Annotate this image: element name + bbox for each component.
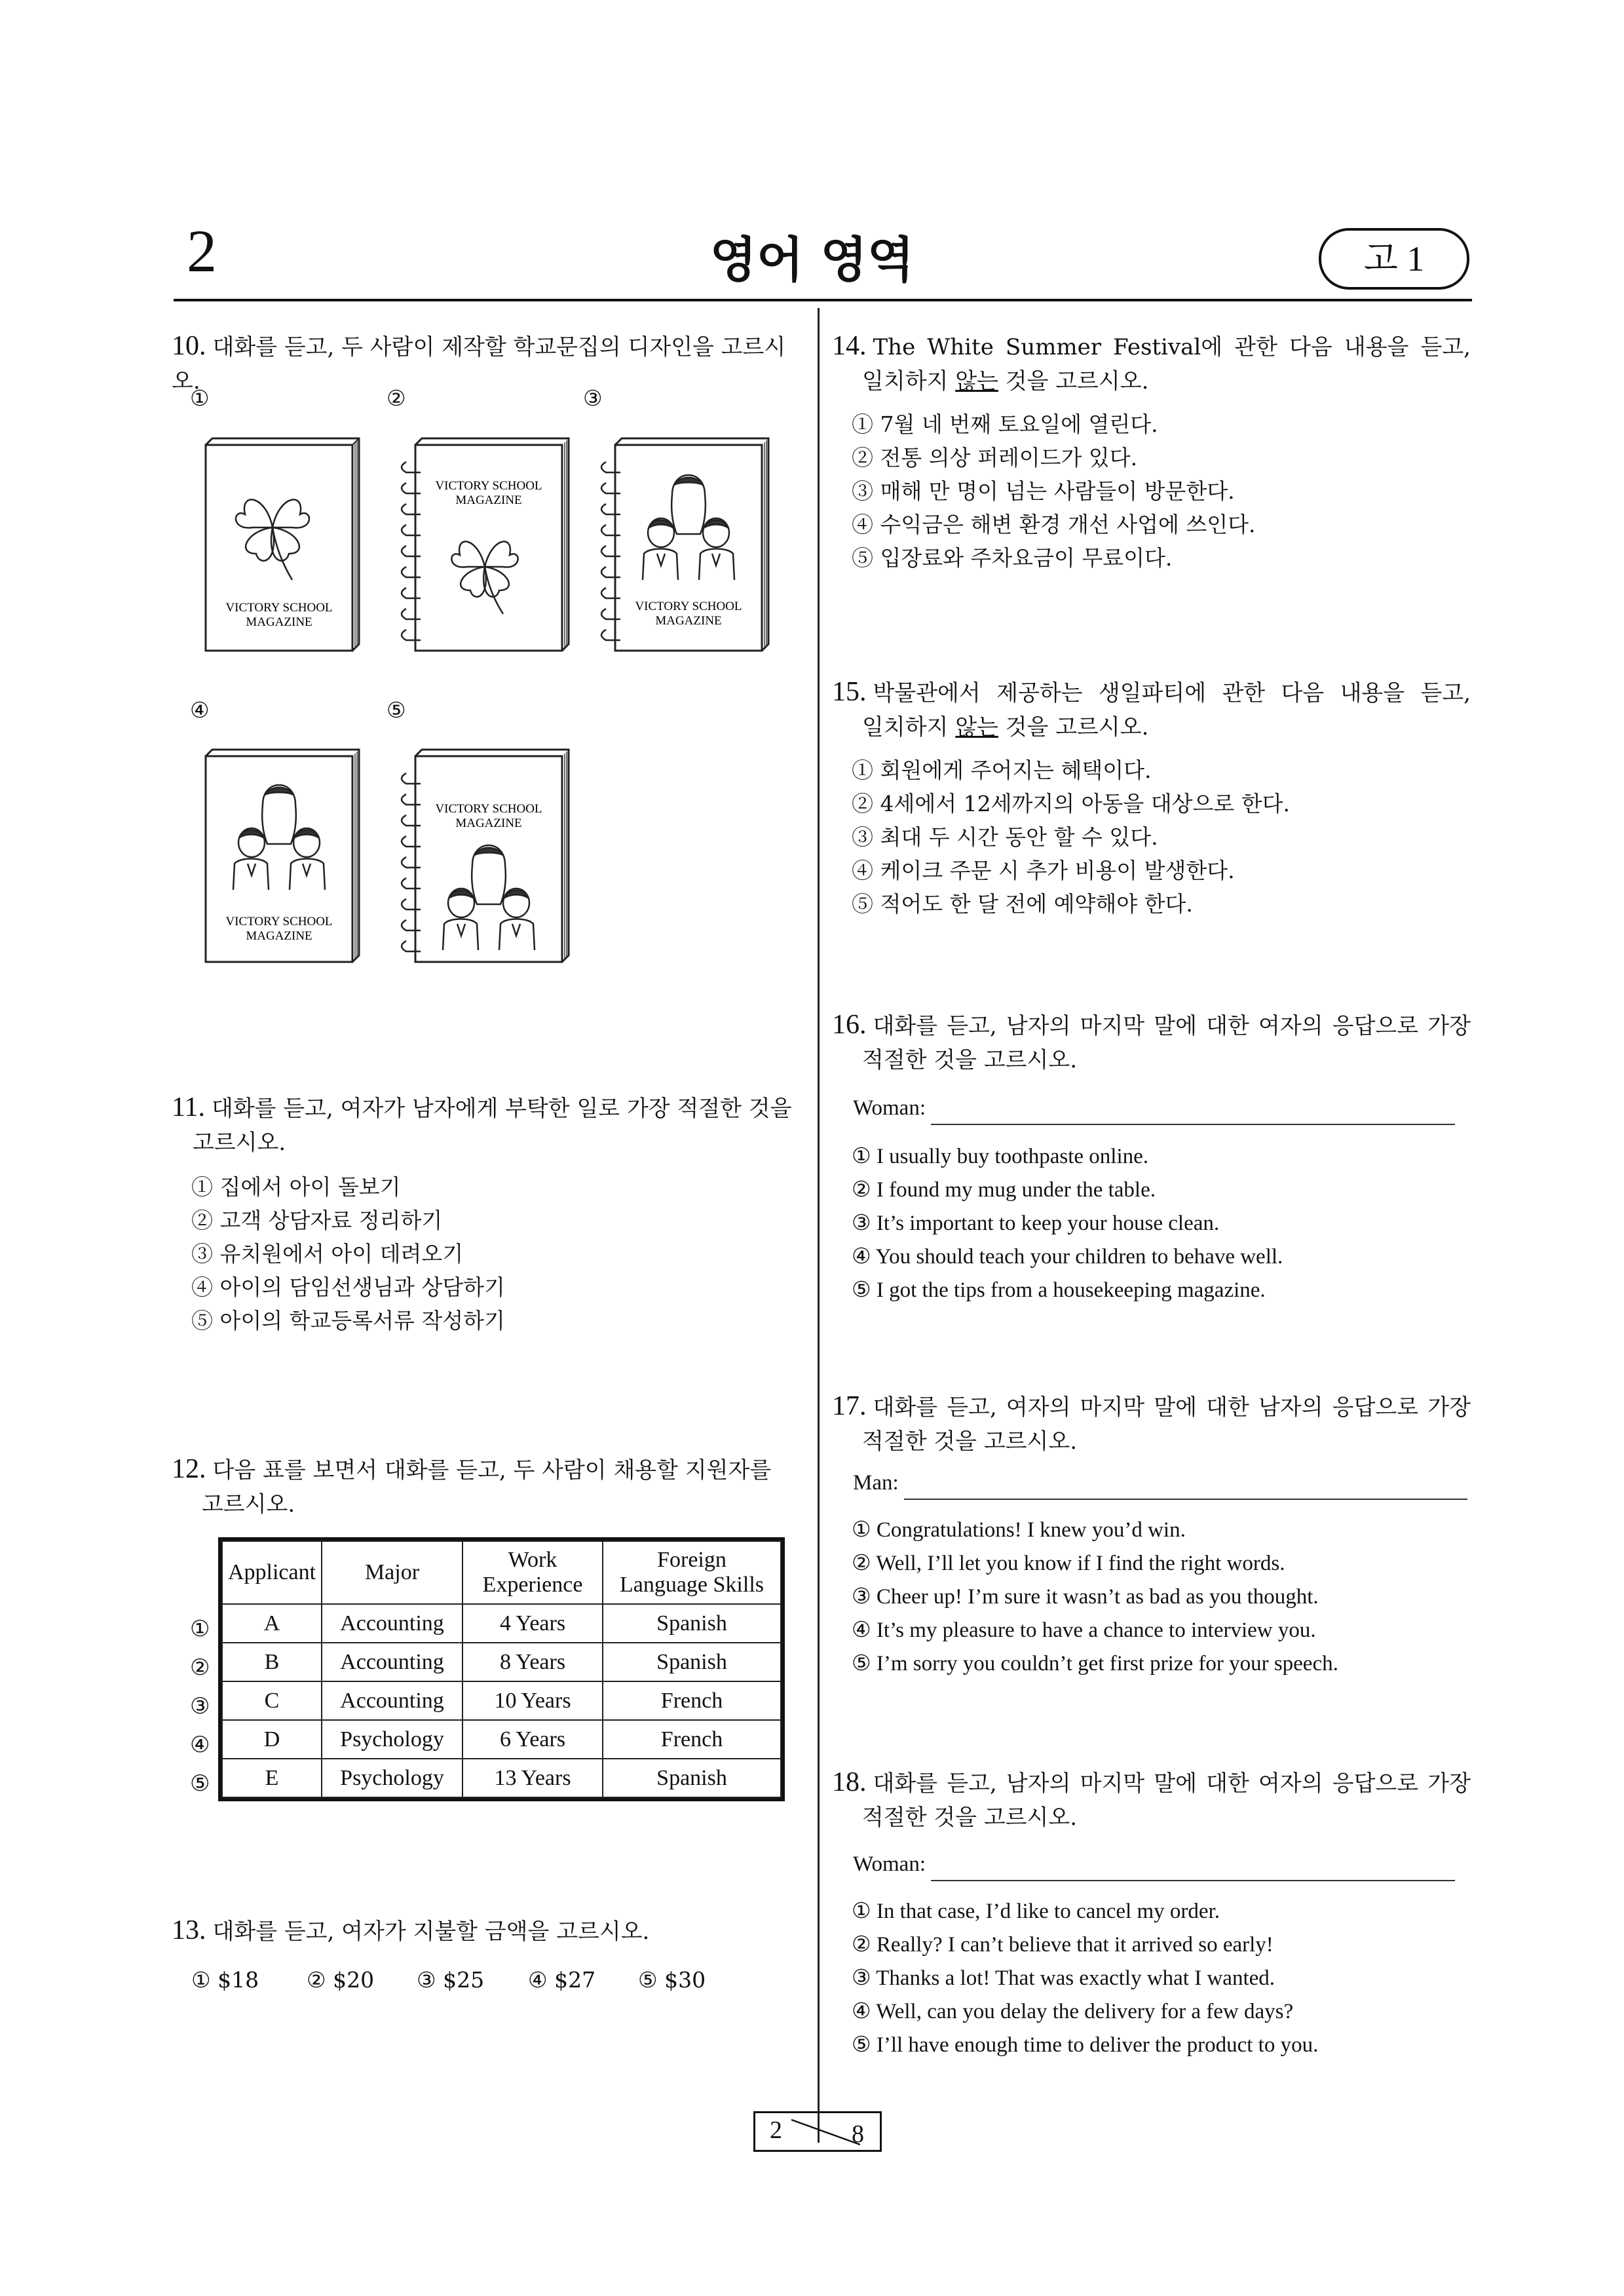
- q15-options: [852, 754, 1290, 921]
- question-number: 11.: [172, 1092, 205, 1122]
- question-text-line1: 다음 표를 보면서 대화를 듣고, 두 사람이 채용할 지원자를: [212, 1457, 772, 1483]
- choice-label-2: ②: [387, 385, 406, 411]
- row-label-1: ①: [190, 1616, 210, 1642]
- option-1[interactable]: ① I usually buy toothpaste online.: [852, 1145, 1149, 1168]
- option-4[interactable]: ④ Well, can you delay the delivery for a few days?: [852, 2000, 1294, 2023]
- option-5[interactable]: ⑤ 적어도 한 달 전에 예약해야 한다.: [852, 891, 1193, 917]
- option-4[interactable]: ④ You should teach your children to behave well.: [852, 1245, 1283, 1269]
- option-1[interactable]: ① In that case, I’d like to cancel my order.: [852, 1900, 1220, 1923]
- row-label-5: ⑤: [190, 1770, 210, 1797]
- row-label-3: ③: [190, 1693, 210, 1719]
- question-15: [832, 675, 1471, 744]
- question-10: [172, 329, 807, 398]
- option-1[interactable]: ① 7월 네 번째 토요일에 열린다.: [852, 411, 1158, 437]
- page-current: 2: [770, 2116, 782, 2144]
- question-number: 10.: [172, 331, 206, 361]
- option-3[interactable]: ③ $25: [417, 1967, 485, 1993]
- q11-options: [191, 1170, 505, 1337]
- q16-options: [852, 1140, 1283, 1307]
- q14-options: [852, 408, 1255, 575]
- question-text-line2: 적절한 것을 고르시오.: [862, 1047, 1078, 1073]
- grade-badge: 고 1: [1319, 228, 1469, 290]
- question-number: 17.: [832, 1391, 867, 1421]
- option-5[interactable]: ⑤ I’m sorry you couldn’t get first prize for your speech.: [852, 1652, 1338, 1675]
- question-text-line2: 적절한 것을 고르시오.: [862, 1428, 1078, 1455]
- option-2[interactable]: ② 전통 의상 퍼레이드가 있다.: [852, 445, 1138, 470]
- applicant-table: [218, 1537, 785, 1801]
- option-3[interactable]: ③ Cheer up! I’m sure it wasn’t as bad as you thought.: [852, 1585, 1319, 1609]
- answer-blank[interactable]: [931, 1108, 1455, 1125]
- question-number: 18.: [832, 1767, 867, 1797]
- row-label-2: ②: [190, 1655, 210, 1681]
- magazine-title-line2: MAGAZINE: [455, 493, 522, 507]
- question-number: 14.: [832, 331, 867, 361]
- question-text-line1: 대화를 듣고, 남자의 마지막 말에 대한 여자의 응답으로 가장: [873, 1770, 1471, 1797]
- answer-line-man: Man:: [853, 1466, 1467, 1500]
- magazine-design-3: [593, 436, 776, 659]
- option-3[interactable]: ③ 최대 두 시간 동안 할 수 있다.: [852, 824, 1158, 850]
- row-label-4: ④: [190, 1732, 210, 1758]
- question-text: 대화를 듣고, 두 사람이 제작할 학교문집의 디자인을 고르시오.: [172, 334, 786, 394]
- option-4[interactable]: ④ 케이크 주문 시 추가 비용이 발생한다.: [852, 858, 1235, 883]
- question-text-line1: 대화를 듣고, 여자의 마지막 말에 대한 남자의 응답으로 가장: [873, 1394, 1471, 1421]
- question-number: 15.: [832, 677, 867, 707]
- option-5[interactable]: ⑤ 입장료와 주차요금이 무료이다.: [852, 545, 1173, 571]
- option-4[interactable]: ④ It’s my pleasure to have a chance to interview you.: [852, 1618, 1316, 1642]
- question-text-line2: 일치하지 않는 것을 고르시오.: [862, 368, 1149, 394]
- question-number: 12.: [172, 1454, 206, 1484]
- q18-options: [852, 1895, 1318, 2062]
- option-2[interactable]: ② $20: [307, 1967, 375, 1993]
- answer-line-woman: Woman:: [853, 1092, 1455, 1125]
- magazine-design-2: [393, 436, 576, 659]
- question-text-line1: 박물관에서 제공하는 생일파티에 관한 다음 내용을 듣고,: [873, 680, 1471, 706]
- option-3[interactable]: ③ 유치원에서 아이 데려오기: [191, 1241, 464, 1267]
- column-divider: [818, 308, 820, 2143]
- option-3[interactable]: ③ It’s important to keep your house clean.: [852, 1212, 1220, 1235]
- question-text-line2: 고르시오.: [193, 1130, 286, 1156]
- question-number: 16.: [832, 1010, 867, 1040]
- option-2[interactable]: ② 4세에서 12세까지의 아동을 대상으로 한다.: [852, 791, 1290, 816]
- magazine-design-5: [393, 747, 576, 970]
- option-2[interactable]: ② I found my mug under the table.: [852, 1178, 1156, 1202]
- table-row: E Psychology 13 Years Spanish: [222, 1759, 781, 1797]
- magazine-design-4: [197, 747, 367, 970]
- question-11: [172, 1090, 807, 1160]
- subject-title: 영어 영역: [709, 232, 915, 288]
- page-counter: [753, 2111, 882, 2152]
- question-17: [832, 1389, 1471, 1459]
- magazine-title-line2: MAGAZINE: [246, 929, 312, 943]
- page-number: 2: [187, 218, 217, 284]
- question-14: [832, 329, 1471, 398]
- magazine-title-line1: VICTORY SCHOOL: [225, 915, 333, 928]
- question-text-line1: The White Summer Festival에 관한 다음 내용을 듣고,: [873, 334, 1471, 360]
- magazine-title-line2: MAGAZINE: [455, 816, 522, 830]
- magazine-design-1: [197, 436, 367, 659]
- question-text-line1: 대화를 듣고, 남자의 마지막 말에 대한 여자의 응답으로 가장: [873, 1013, 1471, 1039]
- option-1[interactable]: ① 회원에게 주어지는 혜택이다.: [852, 757, 1152, 783]
- page-total: 8: [852, 2120, 864, 2148]
- magazine-title-line1: VICTORY SCHOOL: [435, 802, 542, 816]
- option-5[interactable]: ⑤ $30: [638, 1967, 706, 1993]
- option-3[interactable]: ③ 매해 만 명이 넘는 사람들이 방문한다.: [852, 478, 1235, 504]
- header-major: Major: [322, 1541, 463, 1604]
- q17-options: [852, 1514, 1338, 1681]
- table-row: C Accounting 10 Years French: [222, 1681, 781, 1720]
- option-2[interactable]: ② 고객 상담자료 정리하기: [191, 1208, 443, 1233]
- option-3[interactable]: ③ Thanks a lot! That was exactly what I wanted.: [852, 1966, 1275, 1990]
- option-2[interactable]: ② Really? I can’t believe that it arrived so early!: [852, 1933, 1274, 1957]
- table-row: A Accounting 4 Years Spanish: [222, 1604, 781, 1643]
- question-text-line2: 일치하지 않는 것을 고르시오.: [862, 714, 1149, 740]
- option-4[interactable]: ④ 아이의 담임선생님과 상담하기: [191, 1274, 505, 1300]
- option-4[interactable]: ④ $27: [528, 1967, 596, 1993]
- header-language-skills: Foreign Language Skills: [603, 1541, 781, 1604]
- question-12: [172, 1452, 807, 1521]
- option-2[interactable]: ② Well, I’ll let you know if I find the right words.: [852, 1552, 1285, 1575]
- option-4[interactable]: ④ 수익금은 해변 환경 개선 사업에 쓰인다.: [852, 512, 1256, 537]
- question-text-line2: 고르시오.: [202, 1491, 295, 1518]
- question-text-line1: 대화를 듣고, 여자가 남자에게 부탁한 일로 가장 적절한 것을: [211, 1096, 792, 1122]
- question-text-line2: 적절한 것을 고르시오.: [862, 1805, 1078, 1831]
- answer-blank[interactable]: [931, 1864, 1455, 1881]
- question-text: 대화를 듣고, 여자가 지불할 금액을 고르시오.: [212, 1919, 650, 1945]
- header-rule: [174, 299, 1472, 301]
- question-13: [172, 1913, 807, 1949]
- option-5[interactable]: ⑤ I’ll have enough time to deliver the product to you.: [852, 2033, 1319, 2057]
- table-row: B Accounting 8 Years Spanish: [222, 1643, 781, 1681]
- option-5[interactable]: ⑤ 아이의 학교등록서류 작성하기: [191, 1308, 505, 1333]
- question-number: 13.: [172, 1915, 206, 1945]
- option-5[interactable]: ⑤ I got the tips from a housekeeping magazine.: [852, 1278, 1266, 1302]
- magazine-title-line2: MAGAZINE: [655, 614, 722, 628]
- magazine-title-line2: MAGAZINE: [246, 615, 312, 629]
- question-16: [832, 1008, 1471, 1077]
- choice-label-4: ④: [190, 697, 210, 723]
- table-row: D Psychology 6 Years French: [222, 1720, 781, 1759]
- answer-blank[interactable]: [904, 1483, 1467, 1500]
- choice-label-3: ③: [583, 385, 603, 411]
- option-1[interactable]: ① $18: [191, 1967, 259, 1993]
- option-1[interactable]: ① 집에서 아이 돌보기: [191, 1174, 401, 1200]
- header-work-experience: Work Experience: [463, 1541, 603, 1604]
- option-1[interactable]: ① Congratulations! I knew you’d win.: [852, 1518, 1186, 1542]
- answer-line-woman: Woman:: [853, 1848, 1455, 1881]
- magazine-title-line1: VICTORY SCHOOL: [225, 601, 333, 615]
- magazine-title-line1: VICTORY SCHOOL: [635, 600, 742, 613]
- question-18: [832, 1765, 1471, 1835]
- header-applicant: Applicant: [222, 1541, 322, 1604]
- magazine-title-line1: VICTORY SCHOOL: [435, 479, 542, 493]
- choice-label-1: ①: [190, 385, 210, 411]
- choice-label-5: ⑤: [387, 697, 406, 723]
